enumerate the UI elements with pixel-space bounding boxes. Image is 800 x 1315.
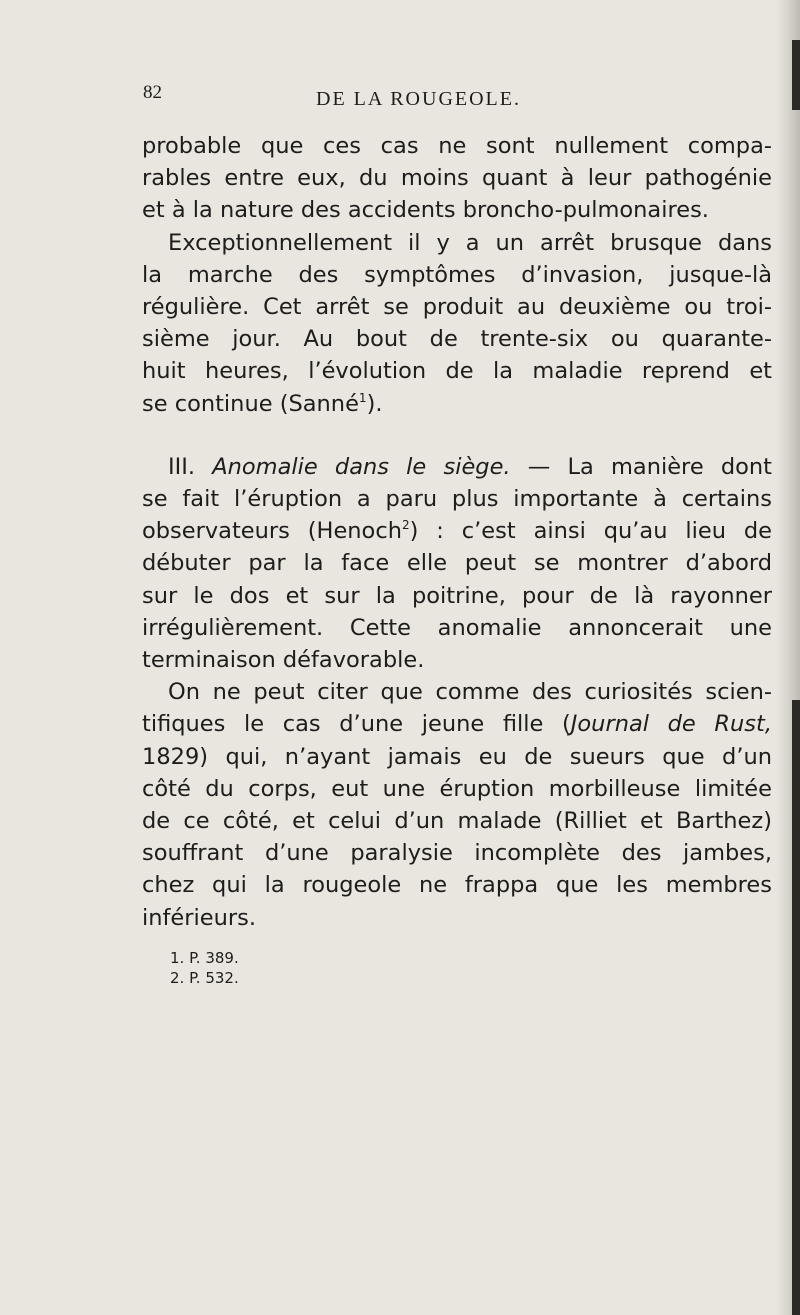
text-line	[142, 388, 772, 420]
text-line: la marche des symptômes d’invasion, jusque-là	[142, 261, 772, 288]
text-line: régulière. Cet arrêt se produit au deuxième ou troi-	[142, 294, 772, 321]
page-edge-dark-strip	[792, 40, 800, 110]
text-line: sur le dos et sur la poitrine, pour de là rayonner	[142, 582, 772, 609]
text-line: terminaison défavorable.	[142, 647, 425, 674]
text-line: inférieurs.	[142, 904, 257, 931]
text-span: ) : c’est ainsi qu’au lieu de	[409, 518, 772, 545]
text-line: huit heures, l’évolution de la maladie reprend et	[142, 358, 772, 385]
footnote-ref: 2	[401, 518, 410, 533]
text-line: probable que ces cas ne sont nullement compa-	[142, 133, 772, 159]
page-number: 82	[143, 82, 162, 103]
text-span: tifiques le cas d’une jeune fille (	[142, 711, 571, 738]
text-line: souffrant d’une paralysie incomplète des jambes,	[142, 840, 772, 867]
section-title: Anomalie dans le siège.	[212, 453, 511, 480]
section-number: III.	[168, 453, 196, 480]
text-span: — La manière dont	[510, 453, 772, 480]
citation-title: Journal de Rust,	[570, 711, 773, 738]
text-line: 1829) qui, n’ayant jamais eu de sueurs que d’un	[142, 743, 772, 770]
text-line: On ne peut citer que comme des curiosités scien-	[168, 679, 772, 706]
text-line: de ce côté, et celui d’un malade (Rilliet et Barthez)	[142, 808, 772, 835]
text-line: et à la nature des accidents broncho-pulmonaires.	[142, 197, 709, 224]
text-line: débuter par la face elle peut se montrer d’abord	[142, 550, 772, 577]
footnote: 2. P. 532.	[170, 969, 239, 987]
text-span: ).	[366, 390, 383, 417]
text-line: se fait l’éruption a paru plus importante à certains	[142, 486, 772, 513]
section-heading-line	[142, 451, 772, 483]
text-line: côté du corps, eut une éruption morbilleuse limitée	[142, 775, 772, 802]
text-line: rables entre eux, du moins quant à leur pathogénie	[142, 165, 772, 192]
footnotes	[170, 948, 239, 988]
text-line	[142, 515, 772, 547]
text-line: irrégulièrement. Cette anomalie annoncerait une	[142, 614, 772, 641]
text-line	[142, 708, 772, 740]
body-text	[142, 130, 772, 934]
footnote: 1. P. 389.	[170, 949, 239, 967]
text-line: sième jour. Au bout de trente-six ou quarante-	[142, 326, 772, 353]
text-span: se continue (Sanné	[142, 390, 359, 417]
text-line: Exceptionnellement il y a un arrêt brusque dans	[168, 229, 772, 256]
footnote-ref: 1	[358, 390, 367, 405]
text-line: chez qui la rougeole ne frappa que les membres	[142, 872, 772, 899]
section-gap	[142, 420, 772, 451]
running-title: DE LA ROUGEOLE.	[316, 88, 521, 110]
page-edge-dark-strip	[792, 700, 800, 1315]
text-span: observateurs (Henoch	[142, 518, 402, 545]
